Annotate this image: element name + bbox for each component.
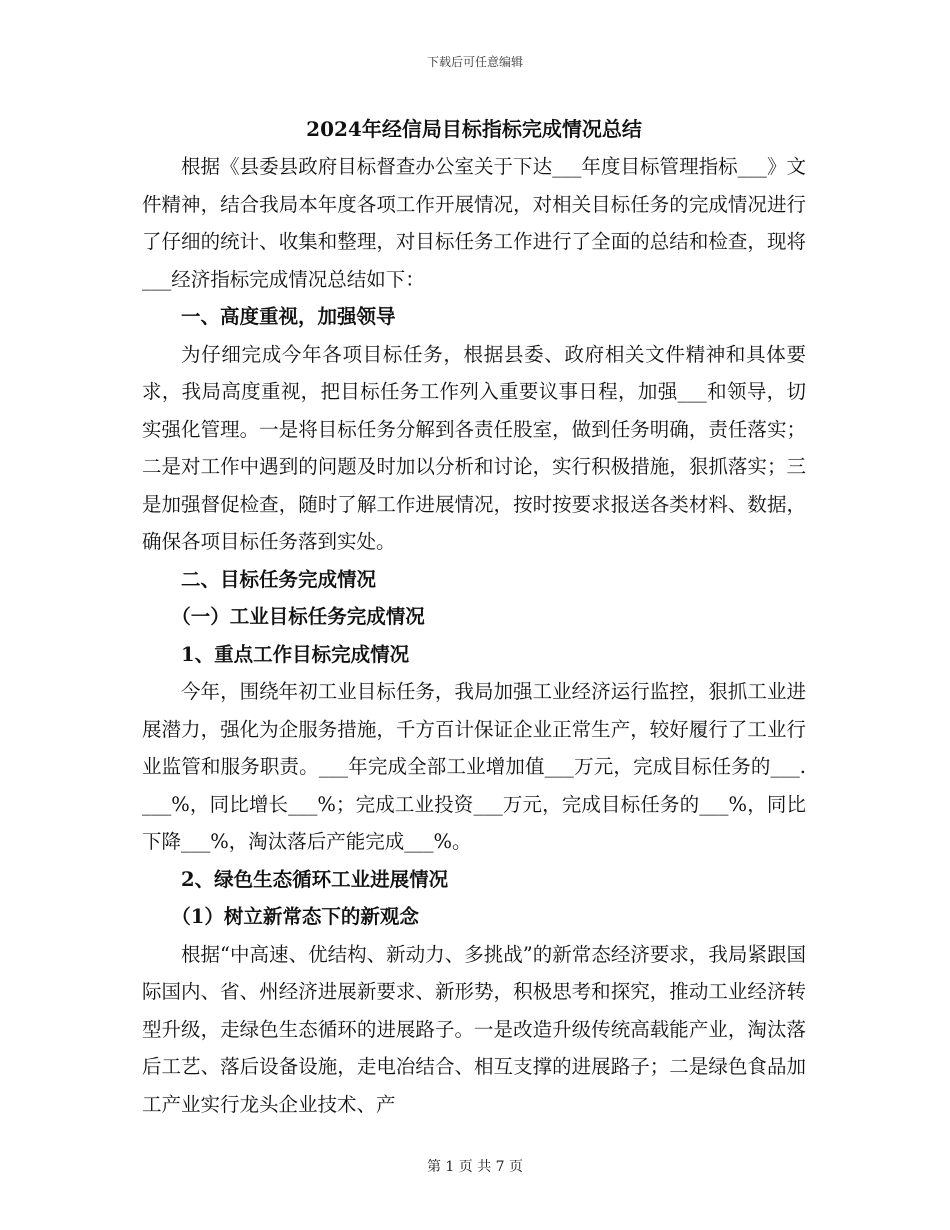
section-1-paragraph: 为仔细完成今年各项目标任务，根据县委、政府相关文件精神和具体要求，我局高度重视，把目标任务工作列入重要议事日程，加强___和领导，切实强化管理。一是将目标任务分解到各责任股室，做到任务明确，责任落实；二是对工作中遇到的问题及时加以分析和讨论，实行积极措施，狠抓落实；三是加强督促检查，随时了解工作进展情况，按时按要求报送各类材料、数据，确保各项目标任务落到实处。 — [142, 342, 806, 553]
section-1-heading: 一、高度重视，加强领导 — [181, 305, 396, 328]
item-1-paragraph: 今年，围绕年初工业目标任务，我局加强工业经济运行监控，狠抓工业进展潜力，强化为企服务措施，千方百计保证企业正常生产，较好履行了工业行业监管和服务职责。___年完成全部工业增加值___万元，完成目标任务的___.___%，同比增长___%；完成工业投资___万元，完成目标任务的___%，同比下降___%，淘汰落后产能完成___%。 — [142, 680, 806, 853]
intro-paragraph: 根据《县委县政府目标督查办公室关于下达___年度目标管理指标___》文件精神，结合我局本年度各项工作开展情况，对相关目标任务的完成情况进行了仔细的统计、收集和整理，对目标任务工作进行了全面的总结和检查，现将___经济指标完成情况总结如下： — [142, 155, 806, 291]
item-2-heading: 2、绿色生态循环工业进展情况 — [181, 867, 449, 891]
page-header-note: 下载后可任意编辑 — [426, 55, 523, 69]
item-1-heading: 1、重点工作目标完成情况 — [181, 642, 410, 666]
document-title: 2024年经信局目标指标完成情况总结 — [306, 117, 642, 141]
point-1-heading: （1）树立新常态下的新观念 — [171, 905, 419, 928]
point-1-paragraph: 根据“中高速、优结构、新动力、多挑战”的新常态经济要求，我局紧跟国际国内、省、州经济进展新要求、新形势，积极思考和探究，推动工业经济转型升级，走绿色生态循环的进展路子。一是改造升级传统高载能产业，淘汰落后工艺、落后设备设施，走电冶结合、相互支撑的进展路子；二是绿色食品加工产业实行龙头企业技术、产 — [142, 942, 806, 1116]
document-body — [142, 112, 806, 1123]
page-footer: 第 1 页 共 7 页 — [426, 1159, 524, 1175]
section-2-heading: 二、目标任务完成情况 — [181, 567, 377, 591]
subsection-1-heading: （一）工业目标任务完成情况 — [171, 605, 425, 628]
